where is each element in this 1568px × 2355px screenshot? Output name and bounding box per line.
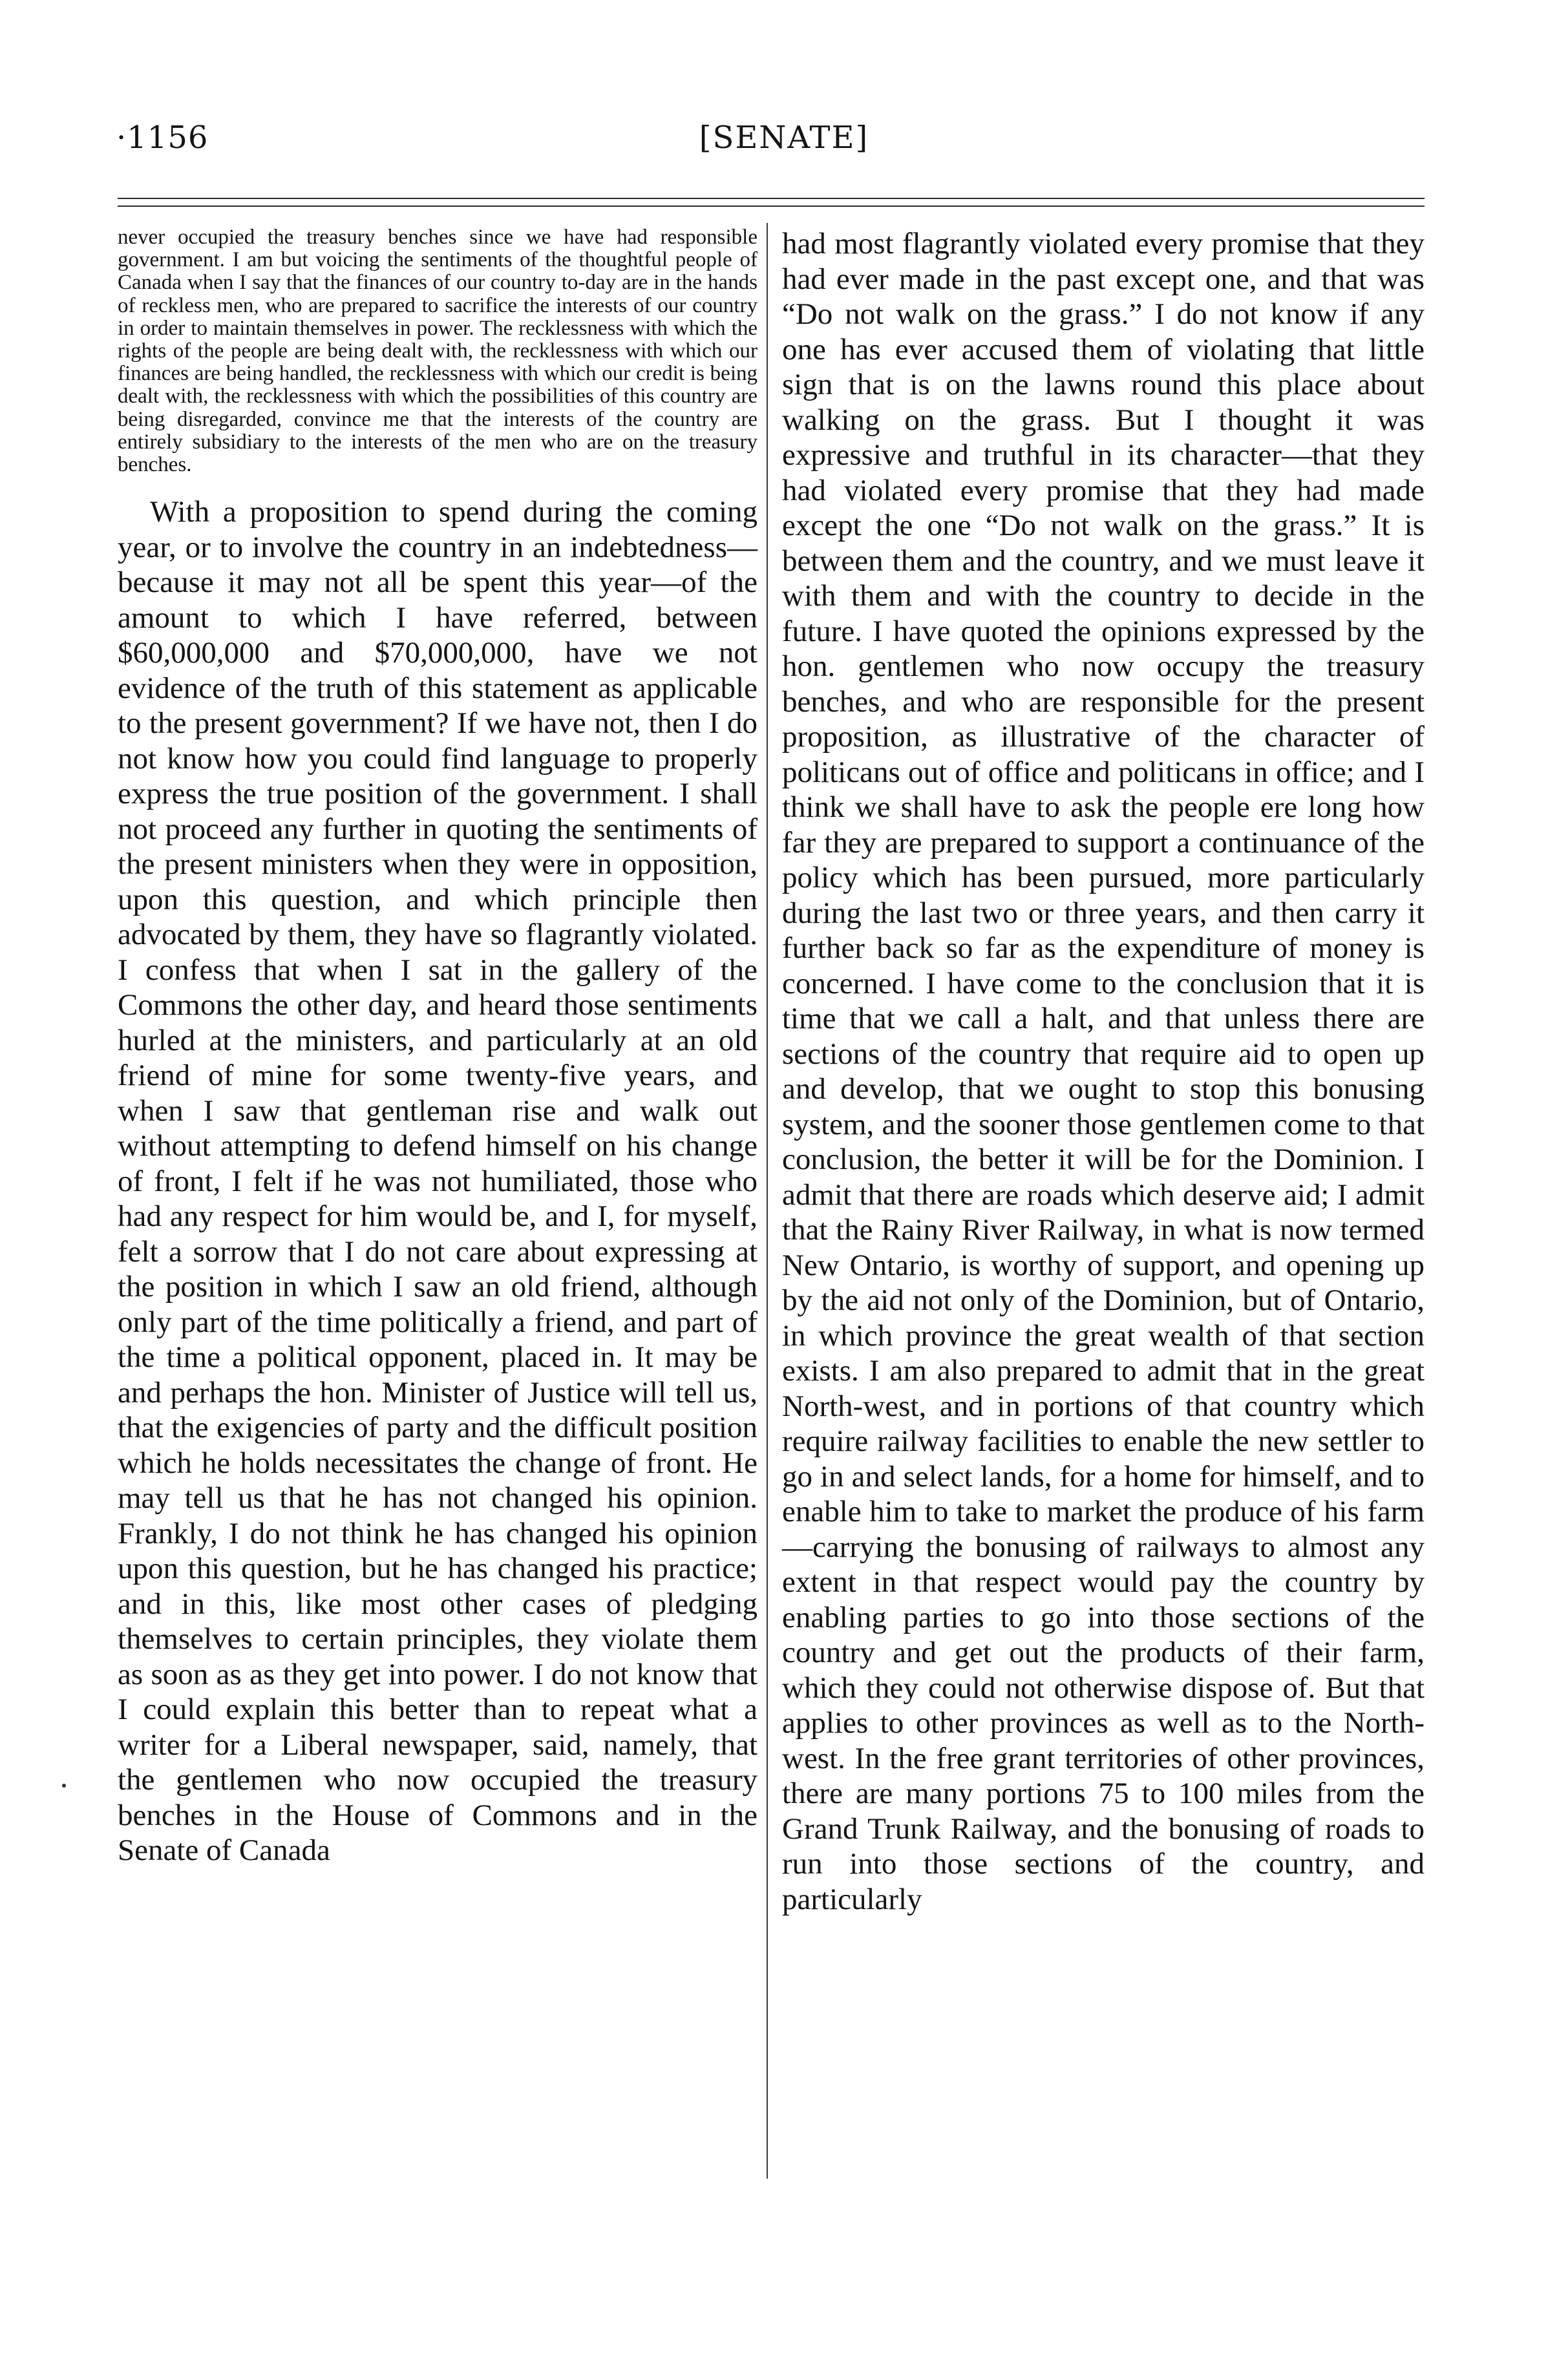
header-rule-bottom (118, 206, 1425, 207)
quoted-excerpt-paragraph: never occupied the treasury benches since we have had responsible government. I am but voicing the sentiments of the thoughtful people of Canada when I say that the finances of our country to-day are in the hands of reckless men, who are prepared to sacrifice the interests of our country in order to maintain themselves in power. The recklessness with which the rights of the people are being dealt with, the recklessness with which our finances are being handled, the recklessness with which our credit is being dealt with, the recklessness with which the possibilities of this country are being disregarded, convince me that the interests of the country are entirely subsidiary to the interests of the men who are on the treasury benches. (118, 226, 758, 477)
body-paragraph-left: With a proposition to spend during the coming year, or to involve the country in an indebtedness—because it may not all be spent this year—of the amount to which I have referred, between $60,000,000 and $70,000,000, have we not evidence of the truth of this statement as applicable to the present government? If we have not, then I do not know how you could find language to properly express the true position of the government. I shall not proceed any further in quoting the sentiments of the present ministers when they were in opposition, upon this question, and which principle then advocated by them, they have so flagrantly violated. I confess that when I sat in the gallery of the Commons the other day, and heard those sentiments hurled at the ministers, and particularly at an old friend of mine for some twenty-five years, and when I saw that gentleman rise and walk out without attempting to defend himself on his change of front, I felt if he was not humiliated, those who had any respect for him would be, and I, for myself, felt a sorrow that I do not care about expressing at the position in which I saw an old friend, although only part of the time politically a friend, and part of the time a political opponent, placed in. It may be and perhaps the hon. Minister of Justice will tell us, that the exigencies of party and the difficult position which he holds necessitates the change of front. He may tell us that he has not changed his opinion. Frankly, I do not think he has changed his opinion upon this question, but he has changed his practice; and in this, like most other cases of pledging themselves to certain principles, they violate them as soon as as they get into power. I do not know that I could explain this better than to repeat what a writer for a Liberal newspaper, said, namely, that the gentlemen who now occupied the treasury benches in the House of Commons and in the Senate of Canada (118, 495, 758, 1868)
column-divider (767, 223, 768, 2179)
right-column (782, 226, 1425, 1917)
body-paragraph-right: had most flagrantly violated every promise that they had ever made in the past except one, and that was “Do not walk on the grass.” I do not know if any one has ever accused them of violating that little sign that is on the lawns round this place about walking on the grass. But I thought it was expressive and truthful in its character—that they had violated every promise that they had made except the one “Do not walk on the grass.” It is between them and the country, and we must leave it with them and with the country to decide in the future. I have quoted the opinions expressed by the hon. gentlemen who now occupy the treasury benches, and who are responsible for the present proposition, as illustrative of the character of politicans out of office and politicans in office; and I think we shall have to ask the people ere long how far they are prepared to support a continuance of the policy which has been pursued, more particularly during the last two or three years, and then carry it further back so far as the expenditure of money is concerned. I have come to the conclusion that it is time that we call a halt, and that unless there are sections of the country that require aid to open up and develop, that we ought to stop this bonusing system, and the sooner those gentlemen come to that conclusion, the better it will be for the Dominion. I admit that there are roads which deserve aid; I admit that the Rainy River Railway, in what is now termed New Ontario, is worthy of support, and opening up by the aid not only of the Dominion, but of Ontario, in which province the great wealth of that section exists. I am also prepared to admit that in the great North-west, and in portions of that country which require railway facilities to enable the new settler to go in and select lands, for a home for himself, and to enable him to take to market the produce of his farm—carrying the bonusing of railways to almost any extent in that respect would pay the country by enabling parties to go into those sections of the country and get out the products of their farm, which they could not otherwise dispose of. But that applies to other provinces as well as to the North-west. In the free grant territories of other provinces, there are many portions 75 to 100 miles from the Grand Trunk Railway, and the bonusing of roads to run into those sections of the country, and particularly (782, 227, 1425, 1916)
margin-dot (62, 1784, 66, 1788)
header-rule-top (118, 198, 1425, 199)
page-header-title: [SENATE] (699, 120, 869, 156)
page-number: ·1156 (116, 120, 209, 156)
left-column (118, 226, 758, 1868)
